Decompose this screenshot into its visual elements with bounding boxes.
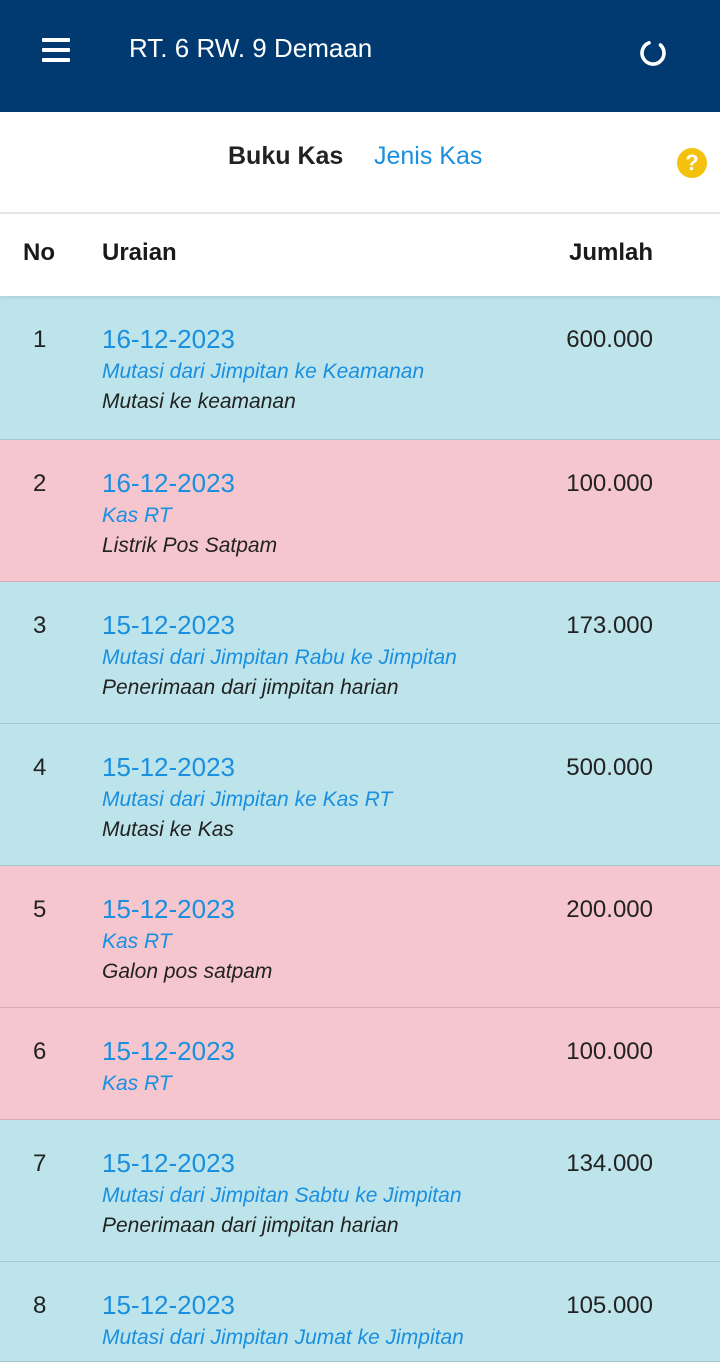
app-title: RT. 6 RW. 9 Demaan: [129, 33, 373, 63]
row-number: 1: [33, 326, 47, 353]
tabs-bar: [0, 112, 720, 214]
column-header-uraian: Uraian: [102, 239, 177, 266]
tab-buku-kas[interactable]: Buku Kas: [228, 142, 344, 170]
row-number: 8: [33, 1292, 47, 1319]
row-date: 15-12-2023: [102, 1290, 235, 1320]
table-header: [0, 214, 720, 296]
hamburger-menu-icon[interactable]: [42, 38, 70, 62]
row-date: 16-12-2023: [102, 324, 235, 354]
row-amount: 600.000: [566, 326, 653, 353]
transaction-row[interactable]: [0, 866, 720, 1008]
row-number: 6: [33, 1038, 47, 1065]
transaction-row[interactable]: [0, 440, 720, 582]
transaction-row[interactable]: [0, 1262, 720, 1362]
row-account: Kas RT: [102, 504, 172, 527]
row-number: 2: [33, 470, 47, 497]
row-note: Mutasi ke keamanan: [102, 390, 296, 413]
row-note: Penerimaan dari jimpitan harian: [102, 676, 399, 699]
row-amount: 500.000: [566, 754, 653, 781]
transaction-list: [0, 296, 720, 1362]
row-date: 16-12-2023: [102, 468, 235, 498]
transaction-row[interactable]: [0, 1008, 720, 1120]
column-header-no: No: [23, 239, 55, 266]
row-amount: 134.000: [566, 1150, 653, 1177]
help-icon[interactable]: ?: [677, 148, 707, 178]
row-date: 15-12-2023: [102, 610, 235, 640]
row-number: 3: [33, 612, 47, 639]
menu-line: [42, 38, 70, 42]
row-date: 15-12-2023: [102, 752, 235, 782]
transaction-row[interactable]: [0, 1120, 720, 1262]
row-amount: 100.000: [566, 470, 653, 497]
row-number: 5: [33, 896, 47, 923]
menu-line: [42, 48, 70, 52]
app-bar: [0, 0, 720, 112]
row-account: Mutasi dari Jimpitan Sabtu ke Jimpitan: [102, 1184, 462, 1207]
refresh-icon[interactable]: [638, 38, 668, 68]
row-account: Mutasi dari Jimpitan Jumat ke Jimpitan: [102, 1326, 464, 1349]
row-date: 15-12-2023: [102, 894, 235, 924]
tab-jenis-kas[interactable]: Jenis Kas: [374, 142, 483, 170]
row-account: Mutasi dari Jimpitan ke Kas RT: [102, 788, 393, 811]
row-account: Mutasi dari Jimpitan ke Keamanan: [102, 360, 425, 383]
menu-line: [42, 58, 70, 62]
row-account: Mutasi dari Jimpitan Rabu ke Jimpitan: [102, 646, 457, 669]
row-number: 4: [33, 754, 47, 781]
row-date: 15-12-2023: [102, 1036, 235, 1066]
column-header-jumlah: Jumlah: [568, 239, 653, 266]
transaction-row[interactable]: [0, 724, 720, 866]
row-note: Galon pos satpam: [102, 960, 273, 983]
row-note: Penerimaan dari jimpitan harian: [102, 1214, 399, 1237]
row-date: 15-12-2023: [102, 1148, 235, 1178]
row-amount: 173.000: [566, 612, 653, 639]
row-amount: 105.000: [566, 1292, 653, 1319]
row-amount: 200.000: [566, 896, 653, 923]
row-number: 7: [33, 1150, 47, 1177]
transaction-row[interactable]: [0, 296, 720, 440]
row-account: Kas RT: [102, 1072, 172, 1095]
row-note: Listrik Pos Satpam: [102, 534, 278, 557]
row-account: Kas RT: [102, 930, 172, 953]
transaction-row[interactable]: [0, 582, 720, 724]
row-amount: 100.000: [566, 1038, 653, 1065]
row-note: Mutasi ke Kas: [102, 818, 234, 841]
